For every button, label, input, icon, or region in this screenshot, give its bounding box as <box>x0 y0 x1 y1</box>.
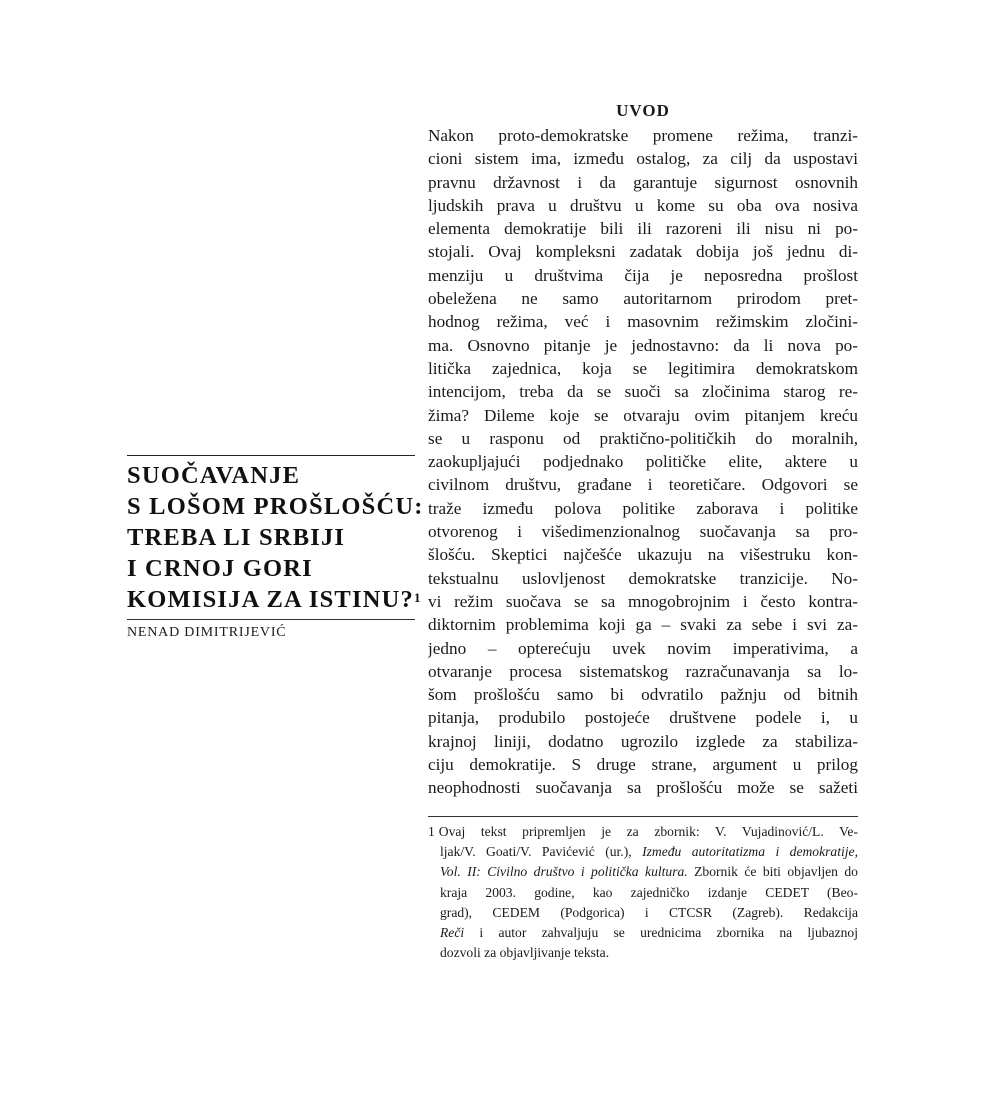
title-line-4: I CRNOJ GORI <box>127 555 313 582</box>
body-line: intencijom, treba da se suoči sa zločinima starog re- <box>428 382 858 402</box>
title-line-5 <box>127 584 421 615</box>
body-line: neophodnosti suočavanja sa prošlošću može se sažeti <box>428 778 858 798</box>
section-introduction <box>428 98 858 800</box>
body-line: jedno – opterećuju uvek novim imperativima, a <box>428 638 858 658</box>
body-line: otvorenog i višedimenzionalnog suočavanja sa pro- <box>428 522 858 542</box>
title-line-2: S LOŠOM PROŠLOŠĆU: <box>127 493 424 520</box>
body-text <box>428 124 858 800</box>
footnote-text-2a: ljak/V. Goati/V. Pavićević (ur.), <box>440 844 643 860</box>
footnote-rule <box>428 816 858 817</box>
body-line: vi režim suočava se sa mnogobrojnim i često kontra- <box>428 591 858 611</box>
footnote-line-7: dozvoli za objavljivanje teksta. <box>440 945 610 961</box>
footnote-text-2b: Između autoritatizma i demokratije, <box>642 844 858 860</box>
body-line: Nakon proto-demokratske promene režima, tranzi- <box>428 126 858 145</box>
title-bottom-rule <box>127 619 415 620</box>
body-line: se u rasponu od praktično-političkih do moralnih, <box>428 428 858 448</box>
footnote-line-4: kraja 2003. godine, kao zajedničko izdanje CEDET (Beo- <box>440 884 858 900</box>
section-heading: UVOD <box>616 101 670 120</box>
body-line: menziju u društvima čija je neposredna prošlost <box>428 265 858 285</box>
footnote-text-1: Ovaj tekst pripremljen je za zbornik: V. Vujadinović/L. Ve- <box>438 824 858 839</box>
body-line: diktornim problemima koji ga – svaki za sebe i svi za- <box>428 615 858 635</box>
body-line: ljudskih prava u društvu u kome su oba ova nosiva <box>428 195 858 215</box>
body-line: obeležena ne samo autoritarnom prirodom pret- <box>428 289 858 309</box>
body-line: šom prošlošću samo bi odvratilo pažnju od bitnih <box>428 685 858 705</box>
body-line: hodnog režima, već i masovnim režimskim zločini- <box>428 312 858 332</box>
body-line: šlošću. Skeptici najčešće ukazuju na višestruku kon- <box>428 545 858 565</box>
body-line: pitanja, produbilo postojeće društvene podele i, u <box>428 708 858 728</box>
footnote-text-3a: Vol. II: Civilno društvo i politička kultura. <box>440 864 688 880</box>
body-line: tekstualnu uslovljenost demokratske tranzicije. No- <box>428 568 858 588</box>
footnote-line-1 <box>428 822 858 842</box>
author-name: NENAD DIMITRIJEVIĆ <box>127 625 287 640</box>
body-line: otvaranje procesa sistematskog razračunavanja sa lo- <box>428 661 858 681</box>
footnote-text-3b: Zbornik će biti objavljen do <box>687 864 858 880</box>
body-line: litička zajednica, koja se legitimira demokratskom <box>428 358 858 378</box>
body-line: zaokupljajući podjednako političke elite, aktere u <box>428 452 858 472</box>
title-footnote-mark[interactable]: 1 <box>413 590 421 605</box>
body-line: stojali. Ovaj kompleksni zadatak dobija još jednu di- <box>428 242 858 262</box>
footnote-text-6a: Reči <box>440 924 465 940</box>
footnote-line-5: grad), CEDEM (Podgorica) i CTCSR (Zagreb). Redakcija <box>440 904 858 920</box>
footnote-line-6 <box>428 923 858 943</box>
article-title-block <box>127 455 424 641</box>
title-line-1: SUOČAVANJE <box>127 462 301 489</box>
body-line: ciju demokratije. S druge strane, argument u prilog <box>428 755 858 775</box>
body-line: pravnu državnost i da garantuje sigurnost osnovnih <box>428 172 858 192</box>
footnote-text-6b: i autor zahvaljuju se urednicima zbornika na ljubaznoj <box>464 924 858 940</box>
footnote <box>428 822 858 963</box>
footnote-line-3 <box>428 862 858 882</box>
body-line: traže između polova politike zaborava i politike <box>428 498 858 518</box>
title-line-3: TREBA LI SRBIJI <box>127 524 346 551</box>
footnote-line-2 <box>428 842 858 862</box>
body-line: cioni sistem ima, između ostalog, za cilj da uspostavi <box>428 149 858 169</box>
body-line: civilnom društvu, građane i teoretičare. Odgovori se <box>428 475 858 495</box>
body-line: krajnoj liniji, dodatno ugrozilo izglede za stabiliza- <box>428 731 858 751</box>
title-top-rule <box>127 455 415 456</box>
title-line-5-text: KOMISIJA ZA ISTINU? <box>127 586 414 613</box>
body-line: ma. Osnovno pitanje je jednostavno: da li nova po- <box>428 335 858 355</box>
footnote-number: 1 <box>428 824 435 839</box>
body-line: žima? Dileme koje se otvaraju ovim pitanjem kreću <box>428 405 858 425</box>
body-line: elementa demokratije bili ili razoreni ili nisu ni po- <box>428 219 858 239</box>
